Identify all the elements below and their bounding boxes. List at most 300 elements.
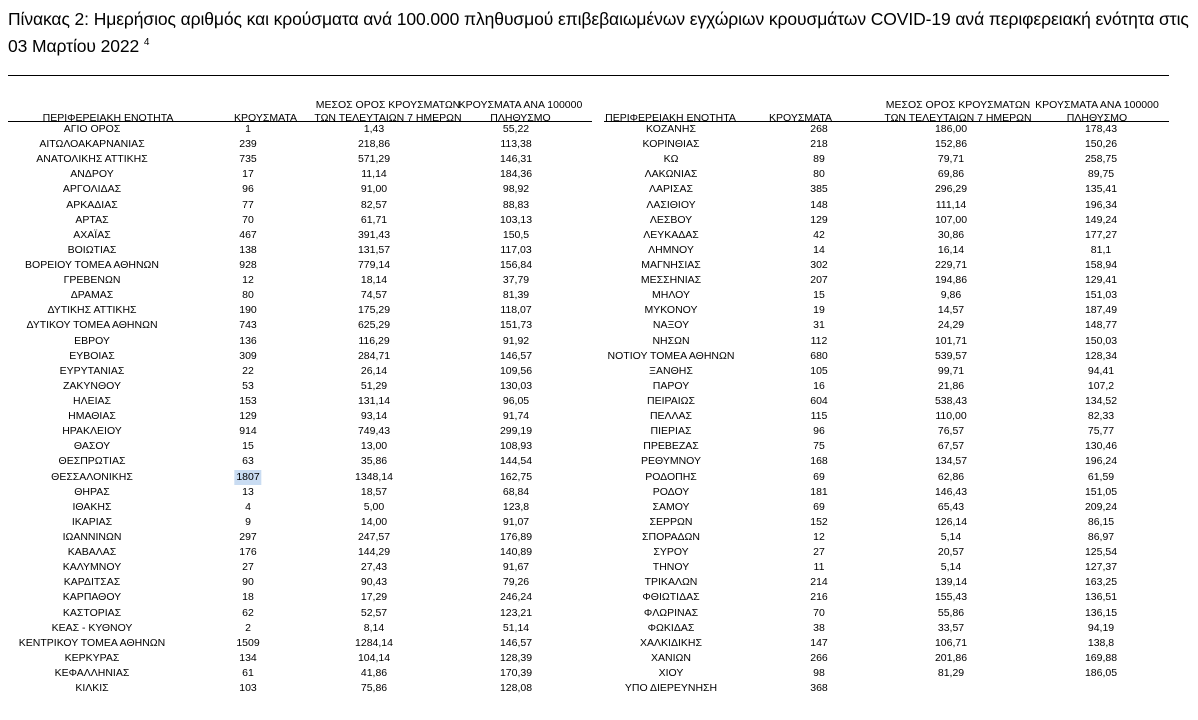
left-avg7-cell: 144,29	[357, 546, 391, 559]
right-avg7-cell: 81,29	[937, 666, 965, 679]
left-region-cell: ΘΕΣΠΡΩΤΙΑΣ	[58, 455, 126, 468]
table-row	[8, 575, 1169, 590]
left-cases-cell: 914	[239, 425, 257, 438]
left-avg7-cell: 1,43	[363, 123, 385, 135]
right-region-cell: ΚΟΖΑΝΗΣ	[646, 123, 696, 135]
right-cases-cell: 216	[810, 591, 828, 604]
right-avg7-cell: 152,86	[934, 138, 968, 151]
left-avg7-cell: 74,57	[360, 289, 388, 302]
right-avg7-cell: 194,86	[934, 274, 968, 287]
left-region-cell: ΗΛΕΙΑΣ	[72, 394, 112, 407]
left-per100k-cell: 151,73	[499, 319, 533, 332]
header-region-right	[593, 79, 748, 125]
right-avg7-cell: 201,86	[934, 651, 968, 664]
right-region-cell: ΧΑΛΚΙΔΙΚΗΣ	[640, 636, 702, 649]
header-avg7-right-label: ΜΕΣΟΣ ΟΡΟΣ ΚΡΟΥΣΜΑΤΩΝ ΤΩΝ ΤΕΛΕΥΤΑΙΩΝ 7 ΗΜΕΡΩΝ	[884, 99, 1032, 124]
left-avg7-cell: 571,29	[357, 153, 391, 166]
right-per100k-cell: 134,52	[1084, 394, 1118, 407]
right-avg7-cell: 21,86	[937, 379, 965, 392]
left-per100k-cell: 128,39	[499, 651, 533, 664]
right-avg7-cell: 67,57	[937, 440, 965, 453]
right-avg7-cell: 101,71	[934, 334, 968, 347]
left-cases-cell: 1	[245, 123, 251, 135]
left-cases-cell: 1509	[236, 636, 260, 649]
right-per100k-cell: 127,37	[1084, 561, 1118, 574]
left-avg7-cell: 17,29	[360, 591, 388, 604]
right-avg7-cell: 99,71	[937, 364, 965, 377]
left-region-cell: ΑΧΑΪΑΣ	[73, 228, 111, 241]
left-avg7-cell: 82,57	[360, 198, 388, 211]
left-region-cell: ΚΑΒΑΛΑΣ	[67, 546, 117, 559]
right-region-cell: ΦΘΙΩΤΙΔΑΣ	[642, 591, 700, 604]
left-cases-cell: 928	[239, 258, 257, 271]
left-per100k-cell: 176,89	[499, 530, 533, 543]
header-per100k-left	[448, 79, 593, 125]
left-avg7-cell: 27,43	[360, 561, 388, 574]
right-cases-cell: 80	[813, 168, 825, 181]
left-avg7-cell: 284,71	[357, 349, 391, 362]
left-avg7-cell: 247,57	[357, 530, 391, 543]
left-region-cell: ΚΕΡΚΥΡΑΣ	[64, 651, 120, 664]
left-per100k-cell: 130,03	[499, 379, 533, 392]
left-avg7-cell: 61,71	[360, 213, 388, 226]
right-region-cell: ΤΗΝΟΥ	[652, 561, 690, 574]
right-region-cell: ΜΗΛΟΥ	[652, 289, 690, 302]
right-cases-cell: 680	[810, 349, 828, 362]
left-per100k-cell: 146,57	[499, 636, 533, 649]
left-region-cell: ΙΚΑΡΙΑΣ	[71, 515, 113, 528]
left-region-cell: ΚΙΛΚΙΣ	[75, 682, 109, 695]
left-per100k-cell: 162,75	[499, 470, 533, 483]
left-region-cell: ΔΥΤΙΚΗΣ ΑΤΤΙΚΗΣ	[47, 304, 137, 317]
right-per100k-cell: 86,97	[1087, 530, 1115, 543]
right-region-cell: ΝΗΣΩΝ	[652, 334, 690, 347]
right-per100k-cell: 136,15	[1084, 606, 1118, 619]
table-row	[8, 122, 1169, 137]
left-cases-cell: 13	[242, 485, 254, 498]
right-per100k-cell: 89,75	[1087, 168, 1115, 181]
table-row	[8, 530, 1169, 545]
left-cases-cell: 27	[242, 561, 254, 574]
table-row	[8, 636, 1169, 651]
header-cases-right-label: ΚΡΟΥΣΜΑΤΑ	[769, 112, 832, 124]
left-avg7-cell: 175,29	[357, 304, 391, 317]
right-avg7-cell: 5,14	[940, 561, 962, 574]
header-region-right-label: ΠΕΡΙΦΕΡΕΙΑΚΗ ΕΝΟΤΗΤΑ	[605, 112, 736, 124]
header-avg7-right	[878, 79, 1038, 125]
left-avg7-cell: 8,14	[363, 621, 385, 634]
left-avg7-cell: 625,29	[357, 319, 391, 332]
right-region-cell: ΜΑΓΝΗΣΙΑΣ	[641, 258, 701, 271]
table-row	[8, 334, 1169, 349]
right-per100k-cell: 187,49	[1084, 304, 1118, 317]
right-avg7-cell: 126,14	[934, 515, 968, 528]
left-region-cell: ΔΥΤΙΚΟΥ ΤΟΜΕΑ ΑΘΗΝΩΝ	[26, 319, 158, 332]
left-region-cell: ΒΟΙΩΤΙΑΣ	[67, 243, 117, 256]
header-cases-left	[208, 79, 323, 125]
right-avg7-cell: 110,00	[935, 410, 967, 423]
right-per100k-cell: 130,46	[1084, 440, 1118, 453]
left-cases-cell: 61	[242, 666, 254, 679]
left-per100k-cell: 299,19	[499, 425, 533, 438]
right-per100k-cell: 178,43	[1084, 123, 1118, 135]
right-cases-cell: 168	[810, 455, 828, 468]
left-region-cell: ΚΑΡΠΑΘΟΥ	[62, 591, 122, 604]
right-region-cell: ΛΕΣΒΟΥ	[649, 213, 693, 226]
left-per100k-cell: 108,93	[499, 440, 533, 453]
right-avg7-cell: 139,14	[934, 576, 968, 589]
table-row	[8, 213, 1169, 228]
right-cases-cell: 27	[813, 546, 825, 559]
left-cases-cell: 17	[242, 168, 254, 181]
right-region-cell: ΛΕΥΚΑΔΑΣ	[643, 228, 699, 241]
right-avg7-cell: 24,29	[937, 319, 965, 332]
right-cases-cell: 368	[810, 682, 828, 695]
left-region-cell: ΚΑΡΔΙΤΣΑΣ	[63, 576, 121, 589]
right-region-cell: ΤΡΙΚΑΛΩΝ	[644, 576, 698, 589]
left-region-cell: ΙΘΑΚΗΣ	[72, 500, 112, 513]
right-per100k-cell: 209,24	[1084, 500, 1118, 513]
right-cases-cell: 112	[810, 334, 828, 347]
left-per100k-cell: 103,13	[499, 213, 533, 226]
right-avg7-cell: 33,57	[937, 621, 965, 634]
left-cases-cell: 15	[242, 440, 254, 453]
left-cases-cell: 18	[242, 591, 254, 604]
left-cases-cell: 2	[245, 621, 251, 634]
left-cases-cell: 77	[242, 198, 254, 211]
right-avg7-cell: 146,43	[934, 485, 968, 498]
right-per100k-cell: 196,24	[1084, 455, 1118, 468]
right-cases-cell: 31	[813, 319, 825, 332]
right-region-cell: ΣΕΡΡΩΝ	[649, 515, 693, 528]
right-per100k-cell: 94,41	[1087, 364, 1115, 377]
right-per100k-cell: 148,77	[1084, 319, 1118, 332]
right-region-cell: ΥΠΟ ΔΙΕΡΕΥΝΗΣΗ	[624, 682, 718, 695]
left-per100k-cell: 184,36	[499, 168, 533, 181]
left-region-cell: ΕΥΒΟΙΑΣ	[69, 349, 115, 362]
header-avg7-left	[313, 79, 463, 125]
table-row	[8, 651, 1169, 666]
right-per100k-cell: 61,59	[1087, 470, 1115, 483]
left-avg7-cell: 18,14	[360, 274, 388, 287]
left-per100k-cell: 144,54	[499, 455, 533, 468]
right-avg7-cell: 62,86	[937, 470, 965, 483]
left-region-cell: ΑΝΔΡΟΥ	[70, 168, 114, 181]
right-per100k-cell: 86,15	[1087, 515, 1115, 528]
left-cases-cell: 138	[239, 243, 257, 256]
table-row	[8, 228, 1169, 243]
right-region-cell: ΧΑΝΙΩΝ	[651, 651, 691, 664]
left-per100k-cell: 123,8	[502, 500, 530, 513]
left-avg7-cell: 116,29	[358, 334, 390, 347]
left-avg7-cell: 5,00	[363, 500, 385, 513]
table-row	[8, 152, 1169, 167]
left-avg7-cell: 131,14	[357, 394, 391, 407]
right-cases-cell: 15	[813, 289, 825, 302]
left-per100k-cell: 128,08	[499, 682, 533, 695]
page-title	[8, 6, 1193, 60]
right-avg7-cell: 539,57	[934, 349, 968, 362]
left-avg7-cell: 749,43	[357, 425, 391, 438]
right-cases-cell: 152	[810, 515, 828, 528]
left-cases-cell: 743	[239, 319, 257, 332]
right-region-cell: ΧΙΟΥ	[658, 666, 684, 679]
left-avg7-cell: 18,57	[360, 485, 388, 498]
right-cases-cell: 268	[810, 123, 828, 135]
left-region-cell: ΚΕΝΤΡΙΚΟΥ ΤΟΜΕΑ ΑΘΗΝΩΝ	[18, 636, 166, 649]
left-avg7-cell: 75,86	[360, 682, 388, 695]
left-avg7-cell: 91,00	[360, 183, 388, 196]
left-per100k-cell: 37,79	[502, 274, 530, 287]
table-row	[8, 318, 1169, 333]
right-region-cell: ΛΑΚΩΝΙΑΣ	[644, 168, 698, 181]
right-cases-cell: 96	[813, 425, 825, 438]
table-row	[8, 424, 1169, 439]
right-avg7-cell: 186,00	[934, 123, 968, 135]
left-region-cell: ΑΡΚΑΔΙΑΣ	[66, 198, 118, 211]
left-per100k-cell: 156,84	[499, 258, 533, 271]
left-cases-cell: 153	[239, 394, 257, 407]
right-per100k-cell: 177,27	[1084, 228, 1118, 241]
left-region-cell: ΗΡΑΚΛΕΙΟΥ	[62, 425, 122, 438]
right-avg7-cell: 14,57	[937, 304, 965, 317]
table-row	[8, 560, 1169, 575]
right-cases-cell: 38	[813, 621, 825, 634]
left-per100k-cell: 246,24	[499, 591, 533, 604]
right-per100k-cell: 150,03	[1084, 334, 1118, 347]
left-region-cell: ΒΟΡΕΙΟΥ ΤΟΜΕΑ ΑΘΗΝΩΝ	[25, 258, 159, 271]
right-cases-cell: 16	[813, 379, 825, 392]
table-row	[8, 303, 1169, 318]
right-region-cell: ΞΑΝΘΗΣ	[649, 364, 693, 377]
right-per100k-cell: 151,05	[1084, 485, 1118, 498]
left-cases-cell: 70	[242, 213, 254, 226]
left-cases-cell: 90	[242, 576, 254, 589]
left-cases-cell: 4	[245, 500, 251, 513]
header-region-left	[8, 79, 208, 125]
right-region-cell: ΛΑΡΙΣΑΣ	[649, 183, 693, 196]
right-cases-cell: 148	[810, 198, 828, 211]
right-per100k-cell: 128,34	[1084, 349, 1118, 362]
right-per100k-cell: 196,34	[1084, 198, 1118, 211]
left-region-cell: ΓΡΕΒΕΝΩΝ	[63, 274, 121, 287]
left-cases-cell: 190	[239, 304, 257, 317]
table-row	[8, 545, 1169, 560]
right-avg7-cell: 107,00	[934, 213, 968, 226]
table-row	[8, 273, 1169, 288]
table-row	[8, 666, 1169, 681]
right-cases-cell: 129	[810, 213, 828, 226]
right-region-cell: ΠΙΕΡΙΑΣ	[650, 425, 692, 438]
table-row	[8, 515, 1169, 530]
left-region-cell: ΑΡΤΑΣ	[75, 213, 109, 226]
table-row	[8, 243, 1169, 258]
left-region-cell: ΚΑΛΥΜΝΟΥ	[62, 561, 122, 574]
table-row	[8, 681, 1169, 696]
left-per100k-cell: 51,14	[502, 621, 530, 634]
right-cases-cell: 207	[810, 274, 828, 287]
right-avg7-cell: 55,86	[937, 606, 965, 619]
right-cases-cell: 218	[810, 138, 828, 151]
left-per100k-cell: 88,83	[502, 198, 530, 211]
right-per100k-cell: 138,8	[1087, 636, 1115, 649]
right-avg7-cell: 9,86	[940, 289, 962, 302]
right-region-cell: ΚΟΡΙΝΘΙΑΣ	[642, 138, 700, 151]
left-per100k-cell: 81,39	[502, 289, 530, 302]
left-per100k-cell: 118,07	[500, 304, 532, 317]
left-region-cell: ΔΡΑΜΑΣ	[70, 289, 114, 302]
left-cases-cell: 12	[242, 274, 254, 287]
left-cases-cell: 96	[242, 183, 254, 196]
right-region-cell: ΚΩ	[663, 153, 679, 166]
left-per100k-cell: 91,92	[502, 334, 530, 347]
left-avg7-cell: 13,00	[360, 440, 388, 453]
left-per100k-cell: 146,31	[499, 153, 533, 166]
table-row	[8, 182, 1169, 197]
right-cases-cell: 105	[810, 364, 828, 377]
header-per100k-right	[1023, 79, 1171, 125]
right-per100k-cell: 151,03	[1084, 289, 1118, 302]
footnote-mark: 4	[143, 37, 150, 49]
right-cases-cell: 147	[810, 636, 828, 649]
right-cases-cell: 115	[810, 410, 828, 423]
left-cases-cell: 129	[239, 410, 257, 423]
header-per100k-left-label: ΚΡΟΥΣΜΑΤΑ ΑΝΑ 100000 ΠΛΗΘΥΣΜΟ	[458, 99, 583, 124]
left-per100k-cell: 68,84	[502, 485, 530, 498]
table-row	[8, 258, 1169, 273]
right-per100k-cell: 94,19	[1087, 621, 1115, 634]
right-avg7-cell: 229,71	[934, 258, 968, 271]
left-cases-cell: 63	[242, 455, 254, 468]
right-cases-cell: 69	[813, 500, 825, 513]
right-avg7-cell: 538,43	[934, 394, 968, 407]
right-per100k-cell: 169,88	[1084, 651, 1118, 664]
right-avg7-cell: 296,29	[934, 183, 968, 196]
right-region-cell: ΛΑΣΙΘΙΟΥ	[646, 198, 696, 211]
right-cases-cell: 70	[813, 606, 825, 619]
table-row	[8, 379, 1169, 394]
right-cases-cell: 12	[813, 530, 825, 543]
left-cases-cell: 9	[245, 515, 251, 528]
right-region-cell: ΜΥΚΟΝΟΥ	[644, 304, 698, 317]
left-cases-cell: 1807	[236, 470, 260, 483]
right-cases-cell: 75	[813, 440, 825, 453]
right-region-cell: ΣΑΜΟΥ	[652, 500, 690, 513]
right-region-cell: ΡΕΘΥΜΝΟΥ	[640, 455, 702, 468]
right-avg7-cell: 5,14	[940, 530, 962, 543]
header-cases-right	[748, 79, 853, 125]
right-per100k-cell: 75,77	[1087, 425, 1115, 438]
right-region-cell: ΦΛΩΡΙΝΑΣ	[643, 606, 699, 619]
left-avg7-cell: 90,43	[360, 576, 388, 589]
left-region-cell: ΑΓΙΟ ΟΡΟΣ	[63, 123, 121, 135]
left-per100k-cell: 79,26	[502, 576, 530, 589]
right-per100k-cell: 107,2	[1087, 379, 1115, 392]
table-row	[8, 590, 1169, 605]
left-cases-cell: 62	[242, 606, 254, 619]
right-per100k-cell: 82,33	[1087, 410, 1115, 423]
left-cases-cell: 297	[239, 530, 257, 543]
right-region-cell: ΣΥΡΟΥ	[653, 546, 689, 559]
left-avg7-cell: 131,57	[357, 243, 391, 256]
left-per100k-cell: 146,57	[499, 349, 533, 362]
header-cases-left-label: ΚΡΟΥΣΜΑΤΑ	[234, 112, 297, 124]
left-per100k-cell: 91,67	[502, 561, 530, 574]
right-per100k-cell: 158,94	[1084, 258, 1118, 271]
left-cases-cell: 22	[242, 364, 254, 377]
right-region-cell: ΡΟΔΟΠΗΣ	[645, 470, 697, 483]
left-per100k-cell: 91,74	[502, 410, 530, 423]
title-text: Πίνακας 2: Ημερήσιος αριθμός και κρούσματα ανά 100.000 πληθυσμού επιβεβαιωμένων εγχώριων κρουσμάτων COVID-19 ανά περιφερειακή ενότητα στις 03 Μαρτίου 2022	[8, 9, 1189, 56]
right-cases-cell: 89	[813, 153, 825, 166]
right-per100k-cell: 136,51	[1084, 591, 1118, 604]
table-row	[8, 167, 1169, 182]
left-region-cell: ΘΕΣΣΑΛΟΝΙΚΗΣ	[51, 470, 133, 483]
right-avg7-cell: 111,14	[935, 198, 967, 211]
right-cases-cell: 69	[813, 470, 825, 483]
right-region-cell: ΝΟΤΙΟΥ ΤΟΜΕΑ ΑΘΗΝΩΝ	[607, 349, 735, 362]
right-avg7-cell: 20,57	[937, 546, 965, 559]
right-cases-cell: 302	[810, 258, 828, 271]
left-per100k-cell: 98,92	[502, 183, 530, 196]
right-cases-cell: 98	[813, 666, 825, 679]
right-cases-cell: 214	[810, 576, 828, 589]
left-cases-cell: 309	[239, 349, 257, 362]
right-avg7-cell: 30,86	[937, 228, 965, 241]
right-cases-cell: 11	[813, 561, 825, 574]
right-region-cell: ΠΕΛΛΑΣ	[649, 410, 693, 423]
left-avg7-cell: 1348,14	[355, 470, 393, 483]
right-per100k-cell: 186,05	[1084, 666, 1118, 679]
left-avg7-cell: 11,14	[361, 168, 387, 181]
table-body	[8, 122, 1169, 696]
left-region-cell: ΘΑΣΟΥ	[73, 440, 111, 453]
right-per100k-cell: 81,1	[1090, 243, 1112, 256]
table-row	[8, 349, 1169, 364]
left-per100k-cell: 109,56	[499, 364, 533, 377]
left-avg7-cell: 1284,14	[355, 636, 393, 649]
left-per100k-cell: 170,39	[499, 666, 533, 679]
left-cases-cell: 239	[239, 138, 257, 151]
left-cases-cell: 134	[239, 651, 257, 664]
right-cases-cell: 42	[813, 228, 825, 241]
right-per100k-cell: 163,25	[1084, 576, 1118, 589]
right-per100k-cell: 150,26	[1084, 138, 1118, 151]
left-cases-cell: 103	[239, 682, 257, 695]
left-per100k-cell: 55,22	[502, 123, 530, 135]
right-cases-cell: 604	[810, 394, 828, 407]
left-cases-cell: 53	[242, 379, 254, 392]
table-row	[8, 409, 1169, 424]
left-region-cell: ΘΗΡΑΣ	[74, 485, 110, 498]
left-cases-cell: 136	[239, 334, 257, 347]
left-region-cell: ΑΙΤΩΛΟΑΚΑΡΝΑΝΙΑΣ	[39, 138, 145, 151]
left-avg7-cell: 218,86	[357, 138, 391, 151]
left-region-cell: ΑΝΑΤΟΛΙΚΗΣ ΑΤΤΙΚΗΣ	[36, 153, 148, 166]
right-avg7-cell: 106,71	[934, 636, 968, 649]
table-row	[8, 137, 1169, 152]
left-avg7-cell: 104,14	[357, 651, 391, 664]
left-region-cell: ΖΑΚΥΝΘΟΥ	[62, 379, 122, 392]
left-avg7-cell: 391,43	[357, 228, 391, 241]
left-avg7-cell: 26,14	[360, 364, 388, 377]
left-cases-cell: 735	[239, 153, 257, 166]
left-region-cell: ΚΕΦΑΛΛΗΝΙΑΣ	[54, 666, 130, 679]
table-row	[8, 198, 1169, 213]
right-cases-cell: 14	[813, 243, 825, 256]
table-row	[8, 364, 1169, 379]
left-per100k-cell: 150,5	[502, 228, 530, 241]
